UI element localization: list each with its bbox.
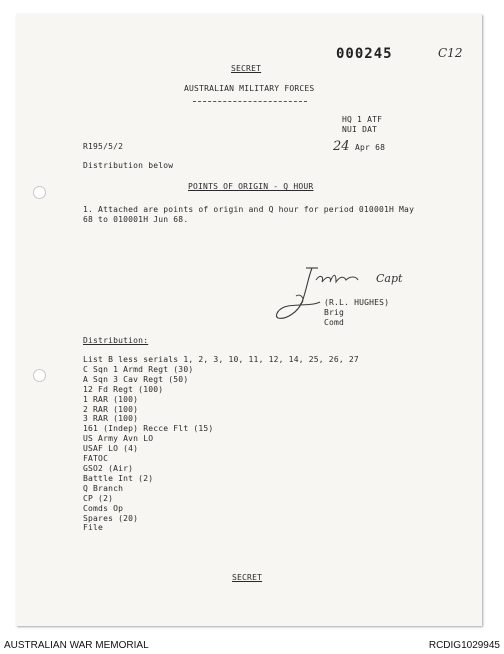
distribution-heading: Distribution: [83, 336, 149, 345]
list-item: GSO2 (Air) [83, 463, 134, 473]
signatory-role: Comd [324, 318, 345, 327]
list-item: USAF LO (4) [83, 444, 139, 454]
punch-hole-bottom [33, 369, 46, 382]
distribution-list [83, 355, 359, 533]
handwritten-reference: C12 [438, 46, 463, 60]
subject-heading: POINTS OF ORIGIN - Q HOUR [188, 182, 314, 191]
serial-number: 000245 [336, 46, 393, 62]
punch-hole-top [33, 186, 46, 199]
list-item: FATOC [83, 454, 109, 464]
list-item: 1 RAR (100) [83, 394, 139, 404]
list-item: C Sqn 1 Armd Regt (30) [83, 364, 194, 374]
list-item: CP (2) [83, 493, 114, 503]
file-reference: R195/5/2 [83, 142, 124, 151]
list-item: Spares (20) [83, 513, 139, 523]
signature-graphic [272, 262, 362, 326]
heading-rule [193, 101, 307, 102]
signatory-name: (R.L. HUGHES) [324, 298, 390, 307]
paragraph-line-2: 68 to 010001H Jun 68. [83, 215, 189, 224]
classification-bottom: SECRET [232, 573, 263, 582]
list-item: 3 RAR (100) [83, 414, 139, 424]
footer-right: RCDIG1029945 [428, 640, 500, 651]
list-item: Battle Int (2) [83, 473, 154, 483]
list-item: 2 RAR (100) [83, 404, 139, 414]
footer-left: AUSTRALIAN WAR MEMORIAL [4, 640, 149, 651]
list-item: Q Branch [83, 483, 124, 493]
list-item: 161 (Indep) Recce Flt (15) [83, 424, 214, 434]
list-item: Comds Op [83, 503, 124, 513]
location-line-1: HQ 1 ATF [342, 115, 383, 124]
list-item: A Sqn 3 Cav Regt (50) [83, 374, 189, 384]
list-item: File [83, 523, 104, 533]
list-item: US Army Avn LO [83, 434, 154, 444]
paragraph-line-1: 1. Attached are points of origin and Q hour for period 010001H May [83, 205, 415, 214]
signature-handwriting: Capt [376, 272, 403, 285]
date-month-year: Apr 68 [355, 143, 386, 152]
list-item: 12 Fd Regt (100) [83, 384, 164, 394]
classification-top: SECRET [231, 64, 262, 73]
location-line-2: NUI DAT [342, 125, 378, 134]
handwritten-date-day: 24 [333, 139, 350, 154]
organisation-heading: AUSTRALIAN MILITARY FORCES [184, 84, 315, 93]
distribution-note: Distribution below [83, 161, 174, 170]
list-item: List B less serials 1, 2, 3, 10, 11, 12, 14, 25, 26, 27 [83, 355, 359, 364]
signatory-rank: Brig [324, 308, 345, 317]
document-page [16, 14, 482, 626]
